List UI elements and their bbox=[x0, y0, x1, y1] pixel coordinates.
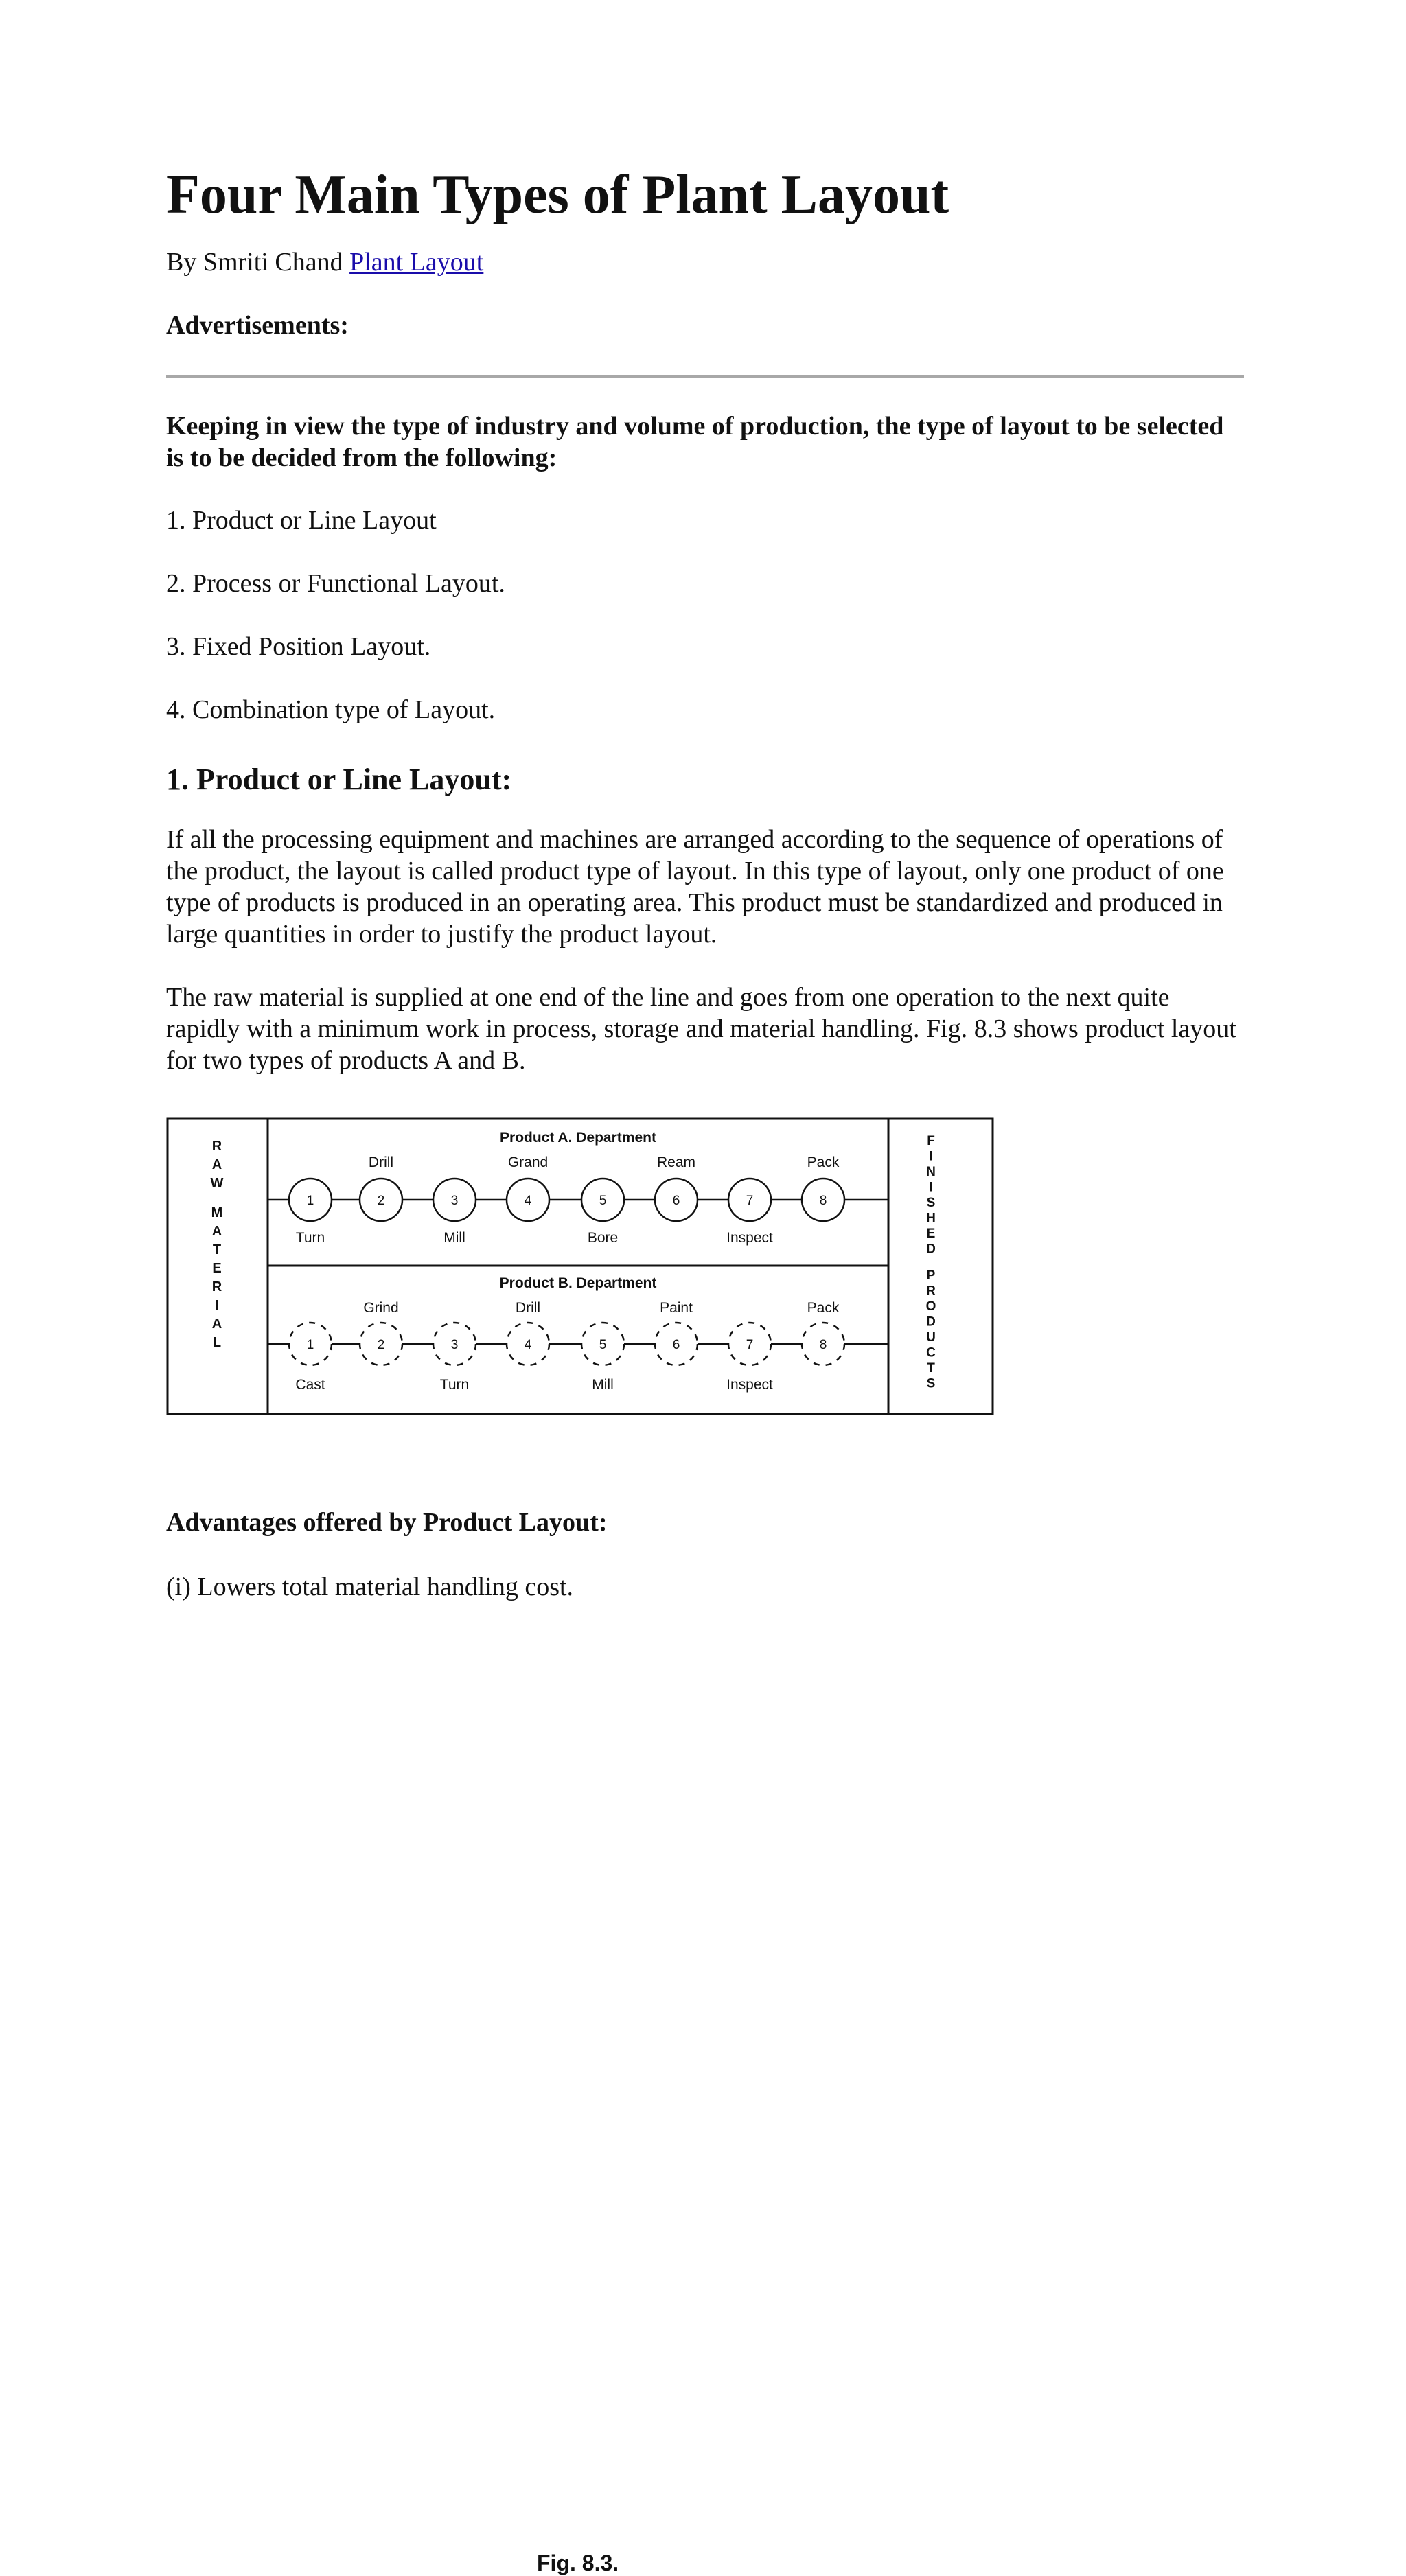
product-b-station-number: 4 bbox=[524, 1338, 532, 1352]
product-a-operation-label: Pack bbox=[807, 1154, 840, 1170]
finished-products-label: R bbox=[926, 1284, 936, 1299]
finished-products-label: N bbox=[926, 1165, 936, 1179]
finished-products-label: F bbox=[927, 1134, 935, 1148]
product-a-operation-label: Drill bbox=[368, 1154, 394, 1170]
product-a-operation-label: Ream bbox=[656, 1154, 696, 1170]
product-a-station-number: 1 bbox=[306, 1194, 314, 1208]
raw-material-label: M bbox=[211, 1205, 223, 1221]
product-b-station-number: 8 bbox=[819, 1338, 827, 1352]
product-b-operation-label: Inspect bbox=[726, 1377, 773, 1393]
list-item: 4. Combination type of Layout. bbox=[166, 695, 496, 724]
raw-material-label: A bbox=[211, 1157, 222, 1172]
product-a-operation-label: Inspect bbox=[726, 1230, 773, 1246]
product-b-operation-label: Grind bbox=[363, 1300, 399, 1316]
finished-products-label: I bbox=[929, 1149, 933, 1164]
product-a-operation-label: Bore bbox=[587, 1230, 619, 1246]
product-a-operation-label: Turn bbox=[295, 1230, 325, 1246]
intro-paragraph: Keeping in view the type of industry and volume of production, the type of layout to be selected is to be decided from the following: bbox=[166, 412, 1224, 472]
finished-products-label: I bbox=[929, 1180, 933, 1195]
raw-material-label: L bbox=[212, 1335, 222, 1351]
finished-products-label: H bbox=[926, 1211, 936, 1226]
divider bbox=[166, 375, 1244, 378]
finished-products-label: O bbox=[925, 1299, 936, 1314]
advantage-item: (i) Lowers total material handling cost. bbox=[166, 1573, 574, 1601]
advantages-heading: Advantages offered by Product Layout: bbox=[166, 1508, 608, 1537]
byline bbox=[166, 247, 483, 277]
product-b-station-number: 7 bbox=[746, 1338, 754, 1352]
product-a-department-title: Product A. Department bbox=[500, 1130, 656, 1146]
body-paragraph: The raw material is supplied at one end of the line and goes from one operation to the next quite rapidly with a minimum work in process, storage and material handling. Fig. 8.3 shows product layout for two types of products A and B. bbox=[166, 983, 1236, 1075]
raw-material-label: I bbox=[215, 1298, 219, 1314]
list-item: 1. Product or Line Layout bbox=[166, 506, 437, 535]
raw-material-label: A bbox=[211, 1316, 222, 1332]
product-b-station-number: 1 bbox=[306, 1338, 314, 1352]
section-heading: 1. Product or Line Layout: bbox=[166, 763, 512, 796]
product-a-station-number: 2 bbox=[377, 1194, 385, 1208]
product-b-operation-label: Mill bbox=[592, 1377, 614, 1393]
product-b-operation-label: Cast bbox=[295, 1377, 325, 1393]
product-a-station-number: 3 bbox=[450, 1194, 459, 1208]
product-b-operation-label: Pack bbox=[807, 1300, 840, 1316]
product-a-operation-label: Mill bbox=[443, 1230, 465, 1246]
product-a-station-number: 8 bbox=[819, 1194, 827, 1208]
raw-material-label: W bbox=[210, 1176, 224, 1191]
page-title: Four Main Types of Plant Layout bbox=[166, 165, 949, 225]
product-b-department-title: Product B. Department bbox=[499, 1275, 657, 1291]
product-b-operation-label: Drill bbox=[515, 1300, 541, 1316]
finished-products-label: D bbox=[926, 1242, 936, 1257]
finished-products-label: S bbox=[926, 1376, 936, 1391]
product-b-operation-label: Paint bbox=[660, 1300, 693, 1316]
product-b-operation-label: Turn bbox=[439, 1377, 470, 1393]
finished-products-label: E bbox=[926, 1227, 936, 1241]
list-item: 2. Process or Functional Layout. bbox=[166, 569, 505, 598]
author: By Smriti Chand bbox=[166, 248, 343, 277]
product-b-station-number: 3 bbox=[450, 1338, 459, 1352]
raw-material-label: T bbox=[212, 1242, 222, 1258]
finished-products-label: P bbox=[926, 1268, 936, 1283]
raw-material-label: A bbox=[211, 1224, 222, 1240]
product-b-station-number: 2 bbox=[377, 1338, 385, 1352]
raw-material-label: R bbox=[211, 1139, 222, 1154]
list-item: 3. Fixed Position Layout. bbox=[166, 632, 431, 661]
finished-products-label: U bbox=[926, 1330, 936, 1345]
finished-products-label: T bbox=[927, 1360, 935, 1376]
product-b-station-number: 6 bbox=[672, 1338, 680, 1352]
finished-products-label: S bbox=[926, 1196, 936, 1210]
product-layout-diagram bbox=[166, 1117, 1004, 1433]
product-a-station-number: 4 bbox=[524, 1194, 532, 1208]
figure-caption: Fig. 8.3. bbox=[537, 2551, 619, 2575]
category-link[interactable]: Plant Layout bbox=[349, 248, 484, 277]
raw-material-label: R bbox=[211, 1279, 222, 1295]
product-a-station-number: 6 bbox=[672, 1194, 680, 1208]
raw-material-label: E bbox=[212, 1261, 222, 1277]
product-a-operation-label: Grand bbox=[507, 1154, 549, 1170]
product-a-station-number: 5 bbox=[599, 1194, 607, 1208]
product-b-station-number: 5 bbox=[599, 1338, 607, 1352]
finished-products-label: C bbox=[926, 1345, 936, 1360]
ads-label: Advertisements: bbox=[166, 311, 349, 340]
finished-products-label: D bbox=[926, 1314, 936, 1330]
body-paragraph: If all the processing equipment and machines are arranged according to the sequence of operations of the product, the layout is called product type of layout. In this type of layout, only one product of one type of products is produced in an operating area. This product must be standardized and produced in large quantities in order to justify the product layout. bbox=[166, 825, 1224, 949]
product-a-station-number: 7 bbox=[746, 1194, 754, 1208]
